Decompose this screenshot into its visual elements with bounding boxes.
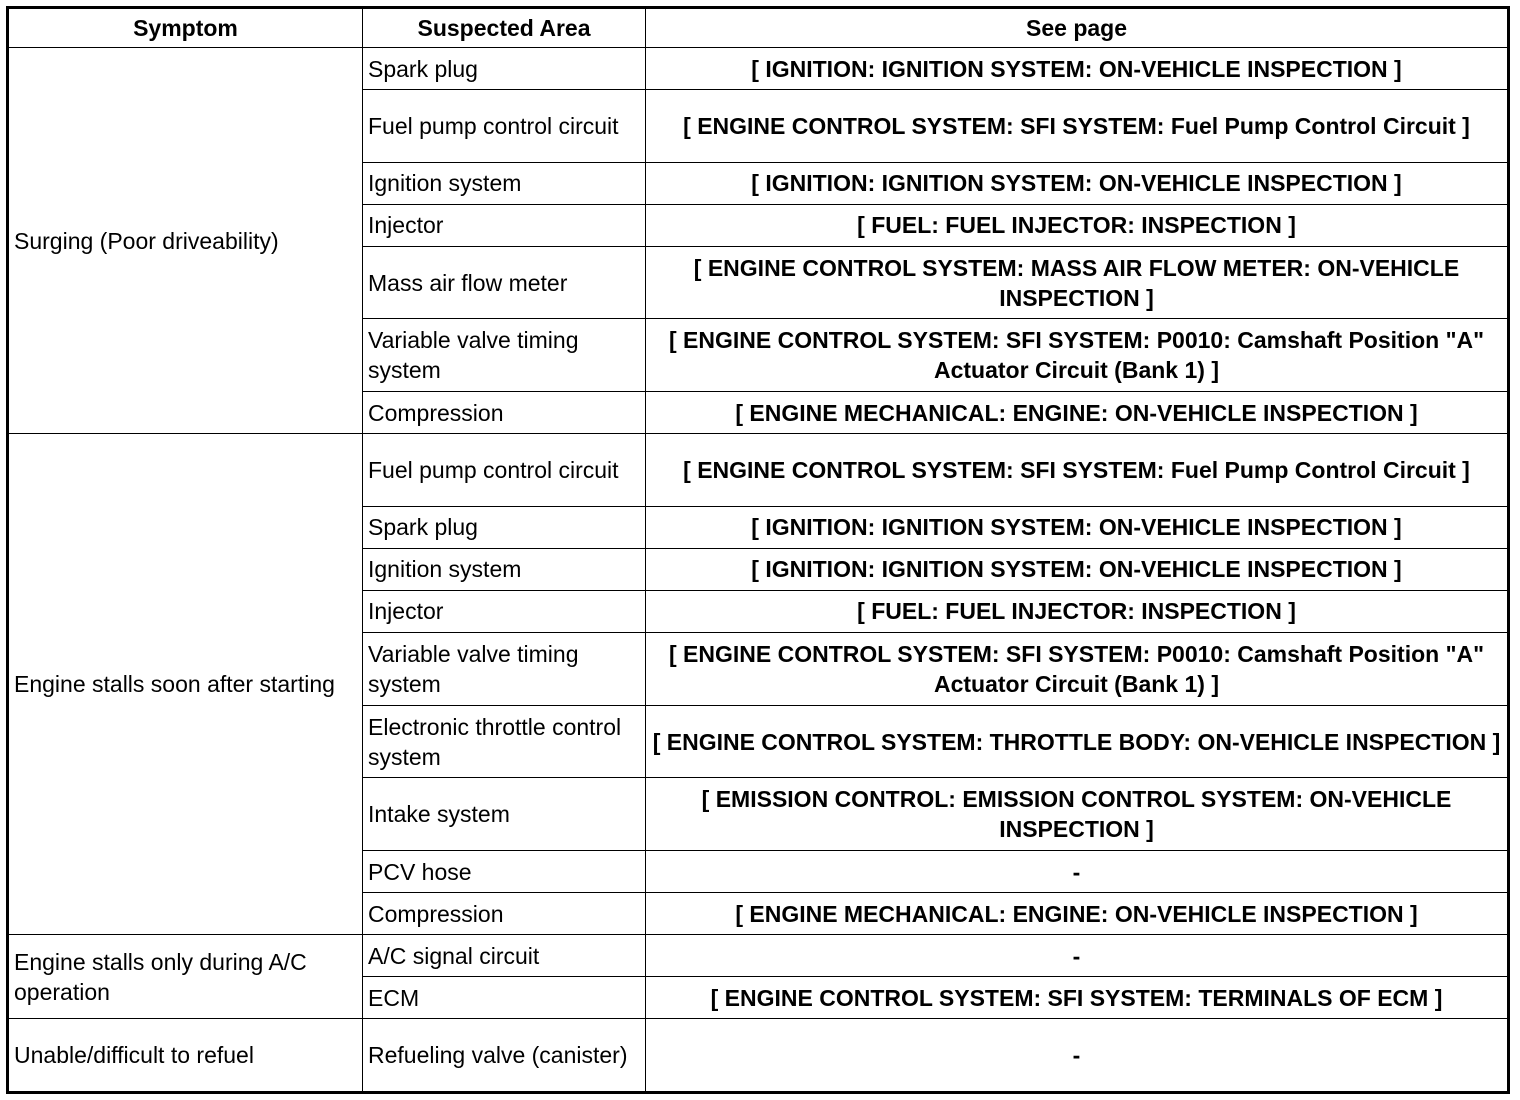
- area-cell: Intake system: [363, 778, 646, 851]
- area-cell: Refueling valve (canister): [363, 1019, 646, 1093]
- area-cell: A/C signal circuit: [363, 935, 646, 977]
- page-reference: [ FUEL: FUEL INJECTOR: INSPECTION ]: [646, 204, 1509, 246]
- header-row: [8, 8, 1509, 48]
- area-cell: Variable valve timing system: [363, 319, 646, 392]
- page-reference: [ ENGINE CONTROL SYSTEM: SFI SYSTEM: Fuel Pump Control Circuit ]: [646, 90, 1509, 163]
- symptom-cell: Unable/difficult to refuel: [8, 1019, 363, 1093]
- header-see-page: See page: [646, 8, 1509, 48]
- page-reference: [ IGNITION: IGNITION SYSTEM: ON-VEHICLE INSPECTION ]: [646, 162, 1509, 204]
- area-cell: Fuel pump control circuit: [363, 434, 646, 507]
- table-row: [8, 48, 1509, 90]
- area-cell: ECM: [363, 977, 646, 1019]
- table-row: [8, 434, 1509, 507]
- area-cell: PCV hose: [363, 851, 646, 893]
- page-reference: [ ENGINE CONTROL SYSTEM: MASS AIR FLOW METER: ON-VEHICLE INSPECTION ]: [646, 246, 1509, 319]
- symptom-cell: Engine stalls only during A/C operation: [8, 935, 363, 1019]
- symptom-cell: Engine stalls soon after starting: [8, 434, 363, 935]
- header-symptom: Symptom: [8, 8, 363, 48]
- table-row: [8, 935, 1509, 977]
- page-reference: [ EMISSION CONTROL: EMISSION CONTROL SYSTEM: ON-VEHICLE INSPECTION ]: [646, 778, 1509, 851]
- page-reference: [ IGNITION: IGNITION SYSTEM: ON-VEHICLE INSPECTION ]: [646, 548, 1509, 590]
- area-cell: Mass air flow meter: [363, 246, 646, 319]
- page-reference: [ ENGINE CONTROL SYSTEM: THROTTLE BODY: ON-VEHICLE INSPECTION ]: [646, 705, 1509, 778]
- page-reference: -: [646, 851, 1509, 893]
- area-cell: Injector: [363, 590, 646, 632]
- page-reference: [ ENGINE CONTROL SYSTEM: SFI SYSTEM: P0010: Camshaft Position "A" Actuator Circuit (Bank 1) ]: [646, 632, 1509, 705]
- page-reference: -: [646, 1019, 1509, 1093]
- page-reference: [ ENGINE CONTROL SYSTEM: SFI SYSTEM: Fuel Pump Control Circuit ]: [646, 434, 1509, 507]
- area-cell: Compression: [363, 893, 646, 935]
- area-cell: Spark plug: [363, 48, 646, 90]
- page-reference: [ IGNITION: IGNITION SYSTEM: ON-VEHICLE INSPECTION ]: [646, 506, 1509, 548]
- area-cell: Ignition system: [363, 548, 646, 590]
- symptom-table: [6, 6, 1510, 1094]
- page-reference: [ ENGINE CONTROL SYSTEM: SFI SYSTEM: P0010: Camshaft Position "A" Actuator Circuit (Bank 1) ]: [646, 319, 1509, 392]
- page-reference: [ ENGINE MECHANICAL: ENGINE: ON-VEHICLE INSPECTION ]: [646, 392, 1509, 434]
- area-cell: Compression: [363, 392, 646, 434]
- area-cell: Variable valve timing system: [363, 632, 646, 705]
- page-reference: [ FUEL: FUEL INJECTOR: INSPECTION ]: [646, 590, 1509, 632]
- area-cell: Spark plug: [363, 506, 646, 548]
- page-reference: [ IGNITION: IGNITION SYSTEM: ON-VEHICLE INSPECTION ]: [646, 48, 1509, 90]
- area-cell: Ignition system: [363, 162, 646, 204]
- page-reference: [ ENGINE MECHANICAL: ENGINE: ON-VEHICLE INSPECTION ]: [646, 893, 1509, 935]
- page-reference: [ ENGINE CONTROL SYSTEM: SFI SYSTEM: TERMINALS OF ECM ]: [646, 977, 1509, 1019]
- area-cell: Injector: [363, 204, 646, 246]
- area-cell: Electronic throttle control system: [363, 705, 646, 778]
- page-reference: -: [646, 935, 1509, 977]
- table-row: [8, 1019, 1509, 1093]
- area-cell: Fuel pump control circuit: [363, 90, 646, 163]
- symptom-cell: Surging (Poor driveability): [8, 48, 363, 434]
- header-suspected-area: Suspected Area: [363, 8, 646, 48]
